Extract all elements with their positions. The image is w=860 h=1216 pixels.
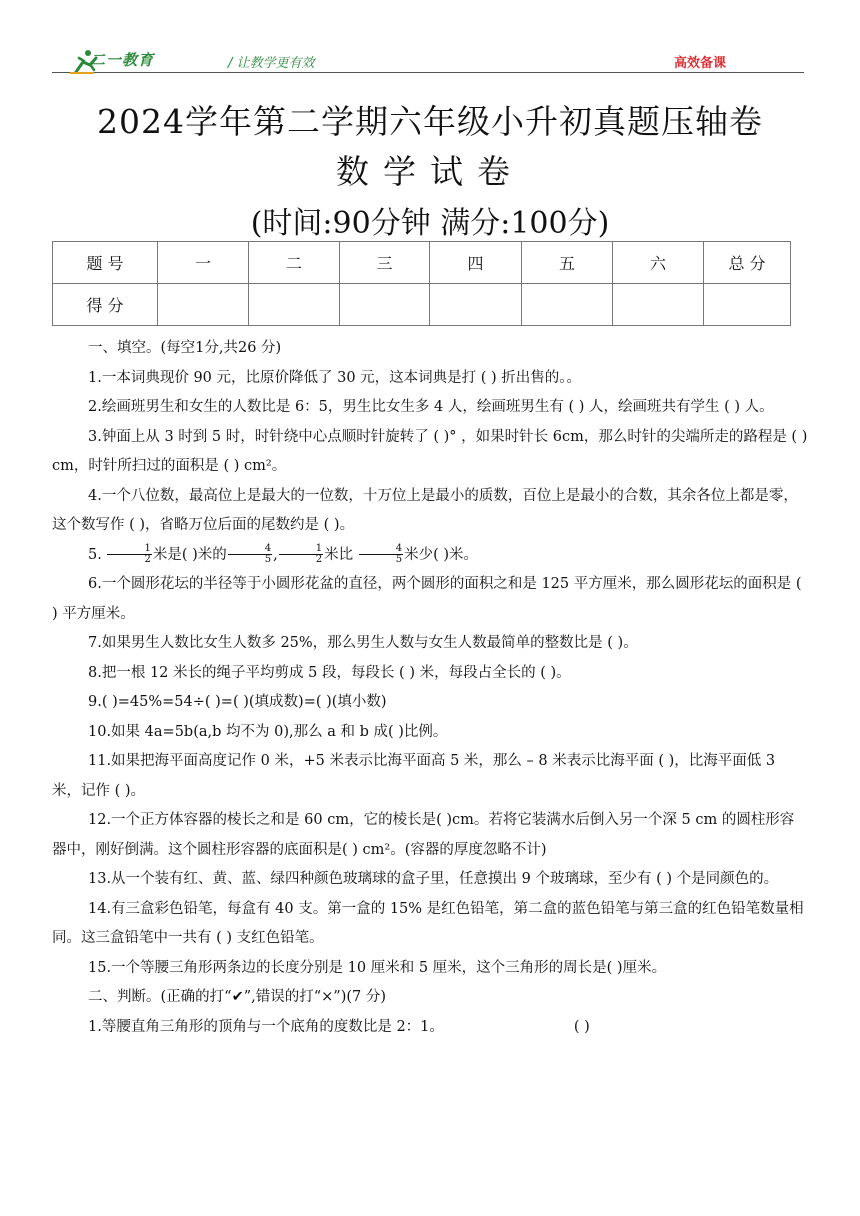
judgement-1-blank[interactable]: ( ) bbox=[573, 1018, 590, 1035]
question-2: 2.绘画班男生和女生的人数比是 6：5，男生比女生多 4 人，绘画班男生有 ( ) 人，绘画班共有学生 ( ) 人。 bbox=[88, 399, 774, 415]
question-10: 10.如果 4a=5b(a,b 均不为 0),那么 a 和 b 成( )比例。 bbox=[88, 723, 448, 740]
score-blank-cell[interactable] bbox=[158, 284, 249, 326]
judgement-1 bbox=[52, 1013, 808, 1043]
question-3: 3.钟面上从 3 时到 5 时，时针绕中心点顺时针旋转了 ( )° ，如果时针长 6cm，那么时针的尖端所走的路程是 ( ) cm，时针所扫过的面积是 ( ) cm²。 bbox=[52, 428, 808, 474]
fraction: $\frac{1}{2}$ bbox=[107, 544, 151, 565]
score-cell: 二 bbox=[249, 242, 340, 284]
score-row-label: 得 分 bbox=[53, 284, 158, 326]
exam-subtitle: 数学试卷 bbox=[336, 152, 524, 191]
exam-body bbox=[52, 334, 808, 1042]
score-blank-cell[interactable] bbox=[613, 284, 704, 326]
logo-text: 二一教育 bbox=[90, 51, 155, 69]
q5-prefix: 5. bbox=[88, 546, 107, 563]
question-4: 4.一个八位数，最高位上是最大的一位数，十万位上是最小的质数，百位上是最小的合数，其余各位上都是零，这个数写作 ( )，省略万位后面的尾数约是 ( )。 bbox=[52, 487, 798, 533]
section-heading-true-false: 二、判断。(正确的打“✔”,错误的打“×”)(7 分) bbox=[88, 989, 387, 1005]
question-5 bbox=[52, 541, 808, 571]
fraction: $\frac{1}{2}$ bbox=[279, 544, 323, 565]
fraction: $\frac{4}{5}$ bbox=[359, 544, 403, 565]
q5-text-a: 米是( )米的 bbox=[152, 546, 227, 563]
score-cell: 总 分 bbox=[704, 242, 791, 284]
score-blank-cell[interactable] bbox=[249, 284, 340, 326]
judgement-1-text: 1.等腰直角三角形的顶角与一个底角的度数比是 2：1。 bbox=[88, 1018, 444, 1035]
question-15: 15.一个等腰三角形两条边的长度分别是 10 厘米和 5 厘米，这个三角形的周长是( )厘米。 bbox=[88, 959, 667, 976]
score-table-score-row bbox=[53, 284, 791, 326]
question-11: 11.如果把海平面高度记作 0 米，+5 米表示比海平面高 5 米，那么 – 8 米表示比海平面 ( )，比海平面低 3 米，记作 ( )。 bbox=[52, 753, 776, 799]
score-table bbox=[52, 241, 791, 326]
question-8: 8.把一根 12 米长的绳子平均剪成 5 段，每段长 ( ) 米，每段占全长的 ( )。 bbox=[88, 664, 571, 681]
q5-text-c: 米比 bbox=[324, 546, 358, 563]
question-6: 6.一个圆形花坛的半径等于小圆形花盆的直径，两个圆形的面积之和是 125 平方厘米，那么圆形花坛的面积是 ( ) 平方厘米。 bbox=[52, 576, 802, 622]
score-cell: 三 bbox=[340, 242, 430, 284]
question-12: 12.一个正方体容器的棱长之和是 60 cm，它的棱长是( )cm。若将它装满水后倒入另一个深 5 cm 的圆柱形容器中，刚好倒满。这个圆柱形容器的底面积是( ) cm²。(容器的厚度忽略不计) bbox=[52, 812, 795, 858]
question-14: 14.有三盒彩色铅笔，每盒有 40 支。第一盒的 15% 是红色铅笔，第二盒的蓝色铅笔与第三盒的红色铅笔数量相同。这三盒铅笔中一共有 ( ) 支红色铅笔。 bbox=[52, 900, 804, 946]
section-heading-fill-blank: 一、填空。(每空1分,共26 分) bbox=[88, 340, 282, 356]
question-1: 1.一本词典现价 90 元，比原价降低了 30 元，这本词典是打 ( ) 折出售的。。 bbox=[88, 369, 582, 386]
question-7: 7.如果男生人数比女生人数多 25%，那么男生人数与女生人数最简单的整数比是 ( )。 bbox=[88, 635, 638, 651]
score-table-header-row bbox=[53, 242, 791, 284]
exam-title: 2024学年第二学期六年级小升初真题压轴卷 bbox=[97, 102, 763, 141]
question-13: 13.从一个装有红、黄、蓝、绿四种颜色玻璃球的盒子里，任意摸出 9 个玻璃球，至少有 ( ) 个是同颜色的。 bbox=[88, 871, 779, 887]
header-badge: 高效备课 bbox=[673, 56, 726, 71]
score-cell: 一 bbox=[158, 242, 249, 284]
score-blank-cell[interactable] bbox=[430, 284, 522, 326]
q5-text-d: 米少( )米。 bbox=[404, 546, 479, 563]
exam-time-info: (时间:90分钟 满分:100分) bbox=[250, 206, 610, 241]
score-blank-cell[interactable] bbox=[522, 284, 613, 326]
score-cell: 四 bbox=[430, 242, 522, 284]
q5-text-b: , bbox=[273, 546, 278, 563]
score-cell: 五 bbox=[522, 242, 613, 284]
fraction: $\frac{4}{5}$ bbox=[228, 544, 272, 565]
score-cell: 六 bbox=[613, 242, 704, 284]
header-slogan: / 让教学更有效 bbox=[228, 56, 315, 71]
page-header bbox=[52, 46, 804, 73]
score-cell: 题 号 bbox=[53, 242, 158, 284]
question-9: 9.( )=45%=54÷( )=( )(填成数)=( )(填小数) bbox=[88, 694, 387, 710]
score-blank-cell[interactable] bbox=[704, 284, 791, 326]
score-blank-cell[interactable] bbox=[340, 284, 430, 326]
